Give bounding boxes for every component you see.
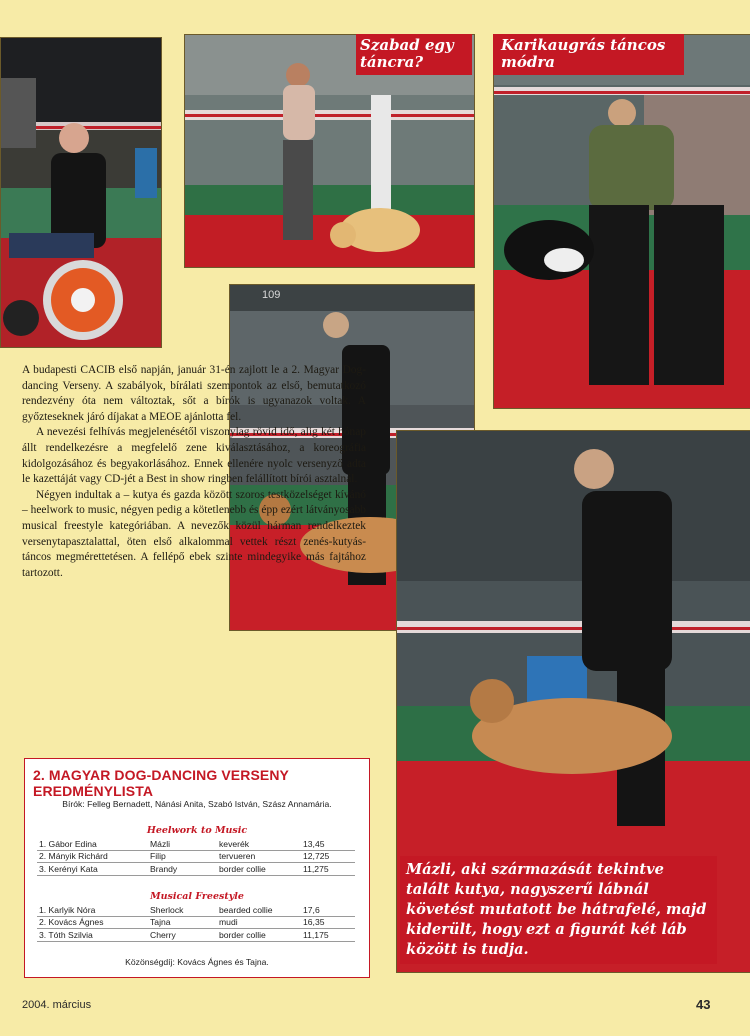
arena-sign: 109 xyxy=(262,289,281,301)
page-number: 43 xyxy=(696,997,711,1012)
article-paragraph: A budapesti CACIB első napján, január 31-én zajlott le a 2. Magyar Dog-dancing Verseny. A szabályok, bírálati szempontok az első, bemutatkozó rendezvény óta nem változtak, sőt a bírók is ugyanazok voltak. A győzteseknek járó díjakat a MEOE ajánlotta fel. xyxy=(22,364,366,423)
table-row xyxy=(37,850,355,863)
category-heelwork: Heelwork to Music xyxy=(146,825,248,836)
table-row xyxy=(37,838,355,850)
table-cell: 13,45 xyxy=(301,838,355,850)
table-row xyxy=(37,916,355,929)
table-cell: bearded collie xyxy=(217,904,301,916)
article-body xyxy=(22,363,366,581)
caption-photo2: Szabad egy táncra? xyxy=(356,34,472,75)
article-paragraph: A nevezési felhívás megjelenésétől viszonylag rövid idő, alig két hónap állt rendelkezésre a megfelelő zene kiválasztásához, a koreográfia kidolgozásához és begyakorlásához. Ennek ellenére nyolc versenyző adta le kazettáját vagy CD-jét a Best in show ringben felállított bírói asztalnál. xyxy=(22,426,366,486)
table-cell: Mázli xyxy=(148,838,217,850)
table-cell: 17,6 xyxy=(301,904,355,916)
photo-wheelchair-dancer xyxy=(0,37,162,348)
issue-date: 2004. március xyxy=(22,999,92,1011)
judges-line: Bírók: Felleg Bernadett, Nánási Anita, Szabó István, Szász Annamária. xyxy=(62,799,332,809)
caption-photo5: Mázli, aki származását tekintve talált kutya, nagyszerű lábnál követést mutatott be hátrafelé, majd kiderült, hogy ezt a figurát két láb között is tudja. xyxy=(400,856,717,964)
photo-hoop-jump xyxy=(493,34,750,409)
table-cell: Sherlock xyxy=(148,904,217,916)
table-cell: border collie xyxy=(217,929,301,942)
table-cell: Cherry xyxy=(148,929,217,942)
table-cell: 3. Kerényi Kata xyxy=(37,863,148,876)
table-cell: tervueren xyxy=(217,850,301,863)
results-box xyxy=(24,758,370,978)
table-cell: Tajna xyxy=(148,916,217,929)
results-title: 2. MAGYAR DOG-DANCING VERSENY EREDMÉNYLISTA xyxy=(33,767,289,799)
table-cell: Filip xyxy=(148,850,217,863)
caption-photo3: Karikaugrás táncos módra xyxy=(493,34,684,75)
table-cell: mudi xyxy=(217,916,301,929)
table-row xyxy=(37,863,355,876)
table-cell: border collie xyxy=(217,863,301,876)
table-cell: 2. Mányik Richárd xyxy=(37,850,148,863)
article-paragraph: Négyen indultak a – kutya és gazda között szoros testközelséget kívánó – heelwork to music, négyen pedig a kötetlenebb és épp ezért látványosabb musical freestyle kategóriában. A nevezők közül hárman rendelkeztek versenytapasztalattal, öten első alkalommal vettek részt zenés-kutyás-táncos megmérettetésen. A fellépő ebek szinte mindegyike más fajtához tartozott. xyxy=(22,488,366,579)
heelwork-table xyxy=(37,838,355,876)
table-cell: 16,35 xyxy=(301,916,355,929)
table-row xyxy=(37,929,355,942)
audience-award: Közönségdíj: Kovács Ágnes és Tajna. xyxy=(125,957,269,967)
freestyle-table xyxy=(37,904,355,942)
table-row xyxy=(37,904,355,916)
table-cell: 3. Tóth Szilvia xyxy=(37,929,148,942)
category-freestyle: Musical Freestyle xyxy=(150,891,244,902)
table-cell: Brandy xyxy=(148,863,217,876)
table-cell: keverék xyxy=(217,838,301,850)
table-cell: 1. Gábor Edina xyxy=(37,838,148,850)
table-cell: 11,175 xyxy=(301,929,355,942)
table-cell: 1. Karlyik Nóra xyxy=(37,904,148,916)
table-cell: 2. Kovács Ágnes xyxy=(37,916,148,929)
table-cell: 11,275 xyxy=(301,863,355,876)
table-cell: 12,725 xyxy=(301,850,355,863)
